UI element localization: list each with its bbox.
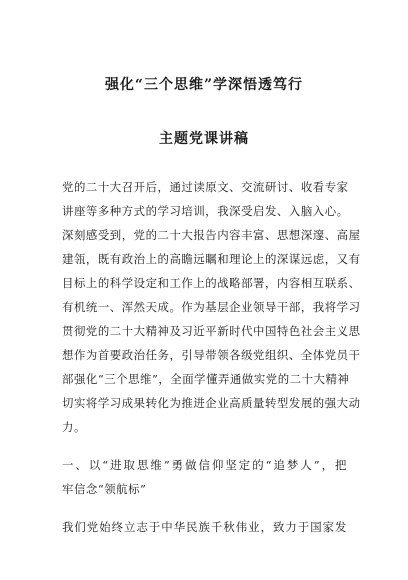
paragraph-line: 切实将学习成果转化为推进企业高质量转型发展的强大动: [62, 396, 361, 410]
paragraph-line: 目标上的科学设定和工作上的战略部署，内容相互联系、: [62, 276, 361, 290]
paragraph-line: 部强化“三个思维”，全面学懂弄通做实党的二十大精神: [62, 372, 350, 386]
paragraph-line: 讲座等多种方式的学习培训，我深受启发、入脑入心。: [62, 204, 349, 218]
document-subtitle: 主题党课讲稿: [159, 131, 249, 147]
paragraph-line: 贯彻党的二十大精神及习近平新时代中国特色社会主义思: [62, 324, 361, 338]
paragraph-line: 党的二十大召开后，通过读原文、交流研讨、收看专家: [62, 180, 349, 194]
paragraph-line: 建瓴，既有政治上的高瞻远瞩和理论上的深谋远虑，又有: [62, 252, 361, 266]
paragraph-line: 深刻感受到，党的二十大报告内容丰富、思想深邃、高屋: [62, 228, 361, 242]
paragraph-line: 我们党始终立志于中华民族千秋伟业，致力于国家发: [62, 520, 347, 534]
document-title: 强化“三个思维”学深悟透笃行: [104, 77, 304, 93]
section-heading-line: 一、以“进取思维”勇做信仰坚定的“追梦人”，把: [62, 458, 347, 472]
paragraph-line: 想作为首要政治任务，引导带领各级党组织、全体党员干: [62, 348, 361, 362]
paragraph-line: 有机统一、浑然天成。作为基层企业领导干部，我将学习: [62, 300, 361, 314]
paragraph-line: 力。: [62, 420, 86, 434]
section-heading-line: 牢信念“领航标”: [62, 482, 147, 496]
